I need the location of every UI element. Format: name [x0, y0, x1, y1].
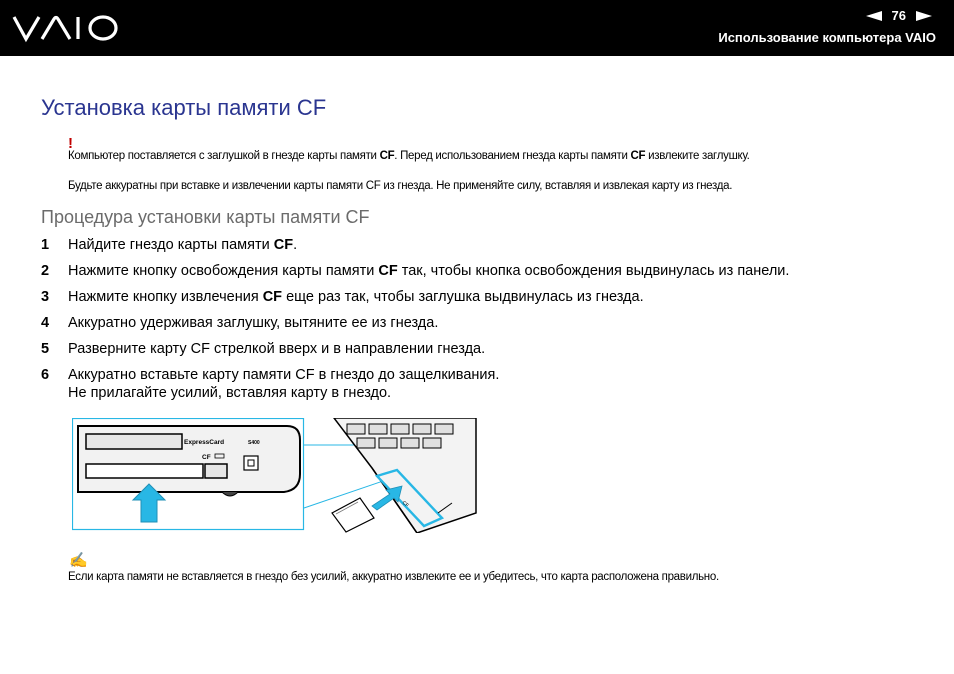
page-header — [0, 0, 954, 56]
warning-exclamation-icon: ! — [68, 135, 73, 152]
cf-card-insertion-illustration — [72, 418, 482, 533]
hint-pen-icon: ✍ — [69, 552, 88, 569]
svg-text:CF: CF — [202, 454, 211, 461]
page-nav — [866, 8, 932, 23]
step-4: 4 Аккуратно удерживая заглушку, вытяните ее из гнезда. — [41, 315, 439, 331]
procedure-subtitle: Процедура установки карты памяти CF — [41, 207, 370, 227]
section-title: Использование компьютера VAIO — [718, 30, 936, 45]
warning-note-2: Будьте аккуратны при вставке и извлечении карты памяти CF из гнезда. Не применяйте силу, вставляя и извлекая карту из гнезда. — [68, 180, 733, 192]
step-6: 6 Аккуратно вставьте карту памяти CF в гнездо до защелкивания. Не прилагайте усилий, вставляя карту в гнездо. — [41, 367, 500, 401]
page-number: 76 — [891, 8, 906, 23]
step-5: 5 Разверните карту CF стрелкой вверх и в направлении гнезда. — [41, 341, 486, 357]
steps-list — [41, 236, 921, 410]
page-title: Установка карты памяти CF — [41, 95, 327, 120]
vaio-logo — [12, 13, 122, 43]
svg-text:ExpressCard: ExpressCard — [184, 439, 225, 446]
step-1: 1 Найдите гнездо карты памяти CF. — [41, 237, 298, 253]
previous-page-icon[interactable] — [866, 11, 882, 21]
step-2: 2 Нажмите кнопку освобождения карты памяти CF так, чтобы кнопка освобождения выдвинулась из панели. — [41, 263, 790, 279]
svg-text:CF: CF — [400, 499, 410, 509]
hint-note: Если карта памяти не вставляется в гнездо без усилий, аккуратно извлеките ее и убедитесь, что карта расположена правильно. — [68, 571, 719, 583]
step-3: 3 Нажмите кнопку извлечения CF еще раз так, чтобы заглушка выдвинулась из гнезда. — [41, 289, 644, 305]
warning-note-1: Компьютер поставляется с заглушкой в гнезде карты памяти CF. Перед использованием гнезда карты памяти CF извлеките заглушку. — [68, 150, 750, 162]
next-page-icon[interactable] — [916, 11, 932, 21]
svg-text:S400: S400 — [248, 440, 260, 446]
